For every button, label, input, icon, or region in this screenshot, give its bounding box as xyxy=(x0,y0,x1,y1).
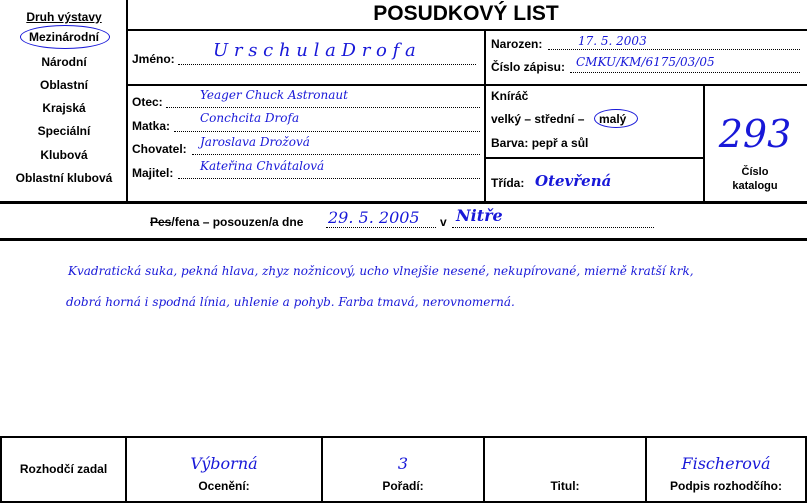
section-divider xyxy=(0,201,807,204)
name-line xyxy=(178,64,476,65)
show-type-item: Speciální xyxy=(37,124,91,138)
evaluation-line-2: dobrá horná i spodná línia, uhlenie a pohyb. Farba tmavá, nerovnomerná. xyxy=(66,295,515,309)
judge-label: Rozhodčí zadal xyxy=(19,462,108,476)
breed-label: Kníráč xyxy=(491,89,529,103)
judged-line xyxy=(150,215,303,229)
mother-label: Matka: xyxy=(132,119,171,133)
born-line xyxy=(548,49,800,50)
name-label: Jméno: xyxy=(132,52,175,66)
section-divider-2 xyxy=(0,238,807,241)
owner-label: Majitel: xyxy=(132,166,174,180)
show-type-item: Národní xyxy=(41,55,87,69)
date-line xyxy=(326,227,436,228)
signature-value: Fischerová xyxy=(681,454,771,473)
order-label: Pořadí: xyxy=(382,479,424,493)
show-type-heading: Druh výstavy xyxy=(26,10,102,24)
place-line xyxy=(452,227,654,228)
rating-label: Ocenění: xyxy=(198,479,250,493)
breeder-label: Chovatel: xyxy=(132,142,187,156)
father-value: Yeager Chuck Astronaut xyxy=(200,88,348,102)
size-selected: malý xyxy=(599,112,627,126)
born-label: Narozen: xyxy=(491,37,543,51)
class-value: Otevřená xyxy=(535,172,612,190)
catalog-number: 293 xyxy=(718,112,792,156)
father-label: Otec: xyxy=(132,95,163,109)
catalog-label-line2: katalogu xyxy=(732,180,778,192)
show-type-item: Krajská xyxy=(42,101,86,115)
show-type-item: Mezinárodní xyxy=(28,30,99,44)
owner-value: Kateřina Chvátalová xyxy=(200,159,325,173)
class-label: Třída: xyxy=(491,176,525,190)
breeder-value: Jaroslava Drožová xyxy=(200,135,310,149)
color-label: Barva: pepř a sůl xyxy=(491,136,589,150)
class-divider xyxy=(484,157,705,159)
rating-value: Výborná xyxy=(190,454,258,473)
reg-label: Číslo zápisu: xyxy=(491,60,566,74)
title-underline xyxy=(126,29,807,31)
size-label: velký – střední – xyxy=(491,112,585,126)
owner-line xyxy=(178,178,480,179)
show-type-item: Oblastní xyxy=(39,78,88,92)
breeder-line xyxy=(192,154,480,155)
catalog-label-line1: Číslo xyxy=(741,166,769,178)
title-label: Titul: xyxy=(550,479,580,493)
reg-line xyxy=(570,72,800,73)
judged-date: 29. 5. 2005 xyxy=(328,208,420,227)
show-type-item: Oblastní klubová xyxy=(15,171,113,185)
evaluation-line-1: Kvadratická suka, pekná hlava, zhyz nožnicový, ucho vlnejšie nesené, nekupírované, mierně kratší krk, xyxy=(68,264,694,278)
reg-value: CMKU/KM/6175/03/05 xyxy=(576,55,715,69)
born-value: 17. 5. 2003 xyxy=(578,34,647,48)
judged-prefix-rest: /fena – posouzen/a dne xyxy=(171,215,304,229)
judged-place: Nitře xyxy=(456,206,503,225)
father-line xyxy=(166,107,480,108)
judged-prefix-struck: Pes xyxy=(150,215,172,229)
signature-label: Podpis rozhodčího: xyxy=(670,479,782,493)
show-type-item: Klubová xyxy=(40,148,88,162)
page-title: POSUDKOVÝ LIST xyxy=(373,2,559,25)
size-selected-circle xyxy=(594,109,638,128)
mother-line xyxy=(174,131,480,132)
mother-value: Conchcita Drofa xyxy=(200,111,300,125)
name-value: U r s c h u l a D r o f a xyxy=(213,40,416,61)
catalog-divider xyxy=(703,84,705,203)
judged-in-label: v xyxy=(440,215,447,229)
mid-divider xyxy=(484,29,486,203)
order-value: 3 xyxy=(397,454,409,473)
